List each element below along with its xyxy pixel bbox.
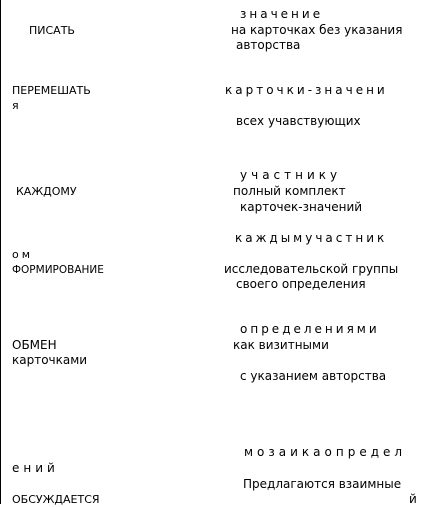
- row6-right-line1: мозаикаопредел: [244, 445, 407, 459]
- row4-right-line1: каждымучастник: [235, 231, 388, 245]
- row4-right-line2: исследовательской группы: [224, 262, 399, 276]
- row4-right-line3: своего определения: [236, 277, 366, 291]
- row5-left-line2: карточками: [12, 353, 88, 367]
- row2-left-line1: ПЕРЕМЕШАТЬ: [12, 84, 91, 97]
- row6-left-line2: ОБСУЖДАЕТСЯ: [12, 493, 100, 506]
- row1-right-line3: авторства: [236, 38, 301, 52]
- row3-left: КАЖДОМУ: [16, 185, 77, 198]
- row5-right-line1: определениями: [240, 322, 380, 336]
- left-border: [0, 0, 1, 504]
- row4-left-line2: ФОРМИРОВАНИЕ: [12, 264, 104, 276]
- row3-right-line2: полный комплект: [233, 184, 346, 198]
- row6-right-line3: й: [409, 492, 417, 506]
- row2-right-line2: всех учавствующих: [236, 114, 361, 128]
- row3-right-line3: карточек-значений: [240, 200, 363, 214]
- row3-right-line1: участнику: [240, 168, 342, 182]
- row6-left-line1: ений: [12, 461, 59, 475]
- row4-left-line1: ом: [12, 248, 34, 261]
- row5-right-line2: как визитными: [233, 338, 329, 352]
- row1-right-line2: на карточках без указания: [231, 23, 403, 37]
- row2-left-line2: я: [12, 99, 19, 112]
- row5-left-line1: ОБМЕН: [12, 338, 57, 352]
- row5-right-line3: с указанием авторства: [240, 369, 387, 383]
- row6-right-line2: Предлагаются взаимные: [243, 477, 402, 491]
- row1-left: ПИСАТЬ: [29, 24, 75, 37]
- row1-right-line1: значение: [240, 7, 324, 21]
- row2-right-line1: карточки-значени: [225, 83, 388, 97]
